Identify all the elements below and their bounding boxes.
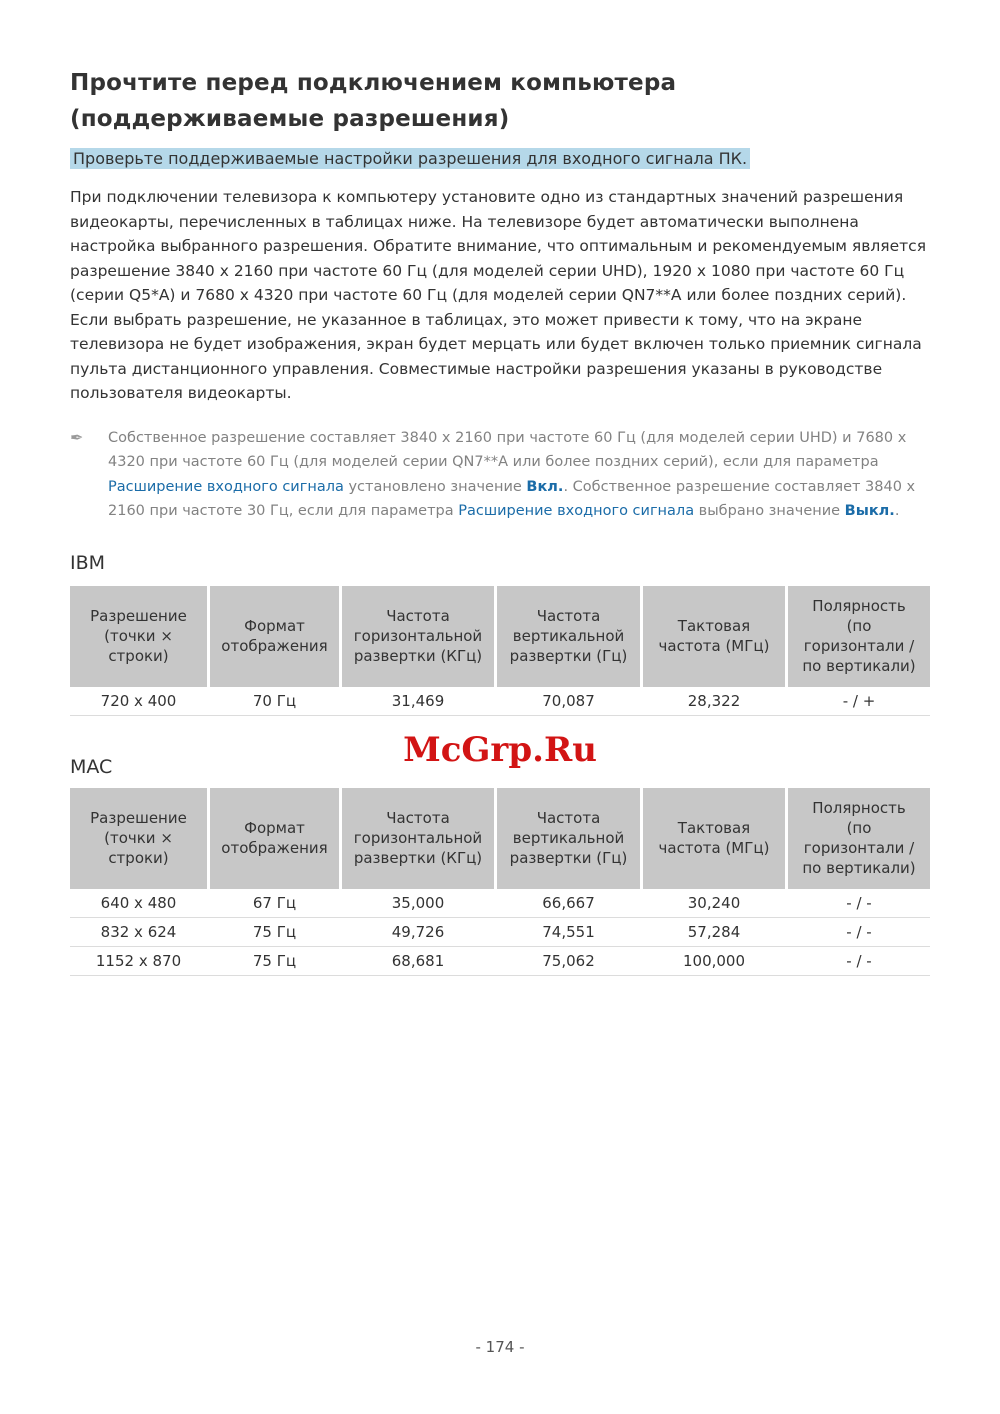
column-header: Частота горизонтальной развертки (КГц)	[342, 788, 497, 889]
table-row	[70, 687, 930, 716]
table-cell: 35,000	[391, 893, 445, 912]
table-cell: 720 x 400	[100, 691, 177, 710]
table-cell: 68,681	[391, 951, 445, 970]
table-cell: - / -	[846, 951, 872, 970]
table-cell: - / -	[846, 893, 872, 912]
column-header: Тактовая частота (МГц)	[643, 788, 788, 889]
table-cell: 57,284	[687, 922, 741, 941]
section-heading-ibm: IBM	[70, 551, 106, 574]
column-header: Частота вертикальной развертки (Гц)	[497, 586, 643, 687]
table-cell: 75 Гц	[252, 951, 297, 970]
note-segment: Собственное разрешение составляет 3840 х 2160 при частоте 60 Гц (для моделей серии UHD) и 7680 х 4320 при частоте 60 Гц (для моделей серии QN7**A или более поздних серий), если для параметра	[108, 429, 907, 471]
table-cell: 28,322	[687, 691, 741, 710]
column-header: Полярность (по горизонтали / по вертикали)	[788, 788, 930, 889]
pen-icon: ✒	[70, 427, 84, 447]
highlight-line	[70, 147, 930, 171]
on-value-link[interactable]: Вкл.	[526, 478, 564, 495]
table-cell: 75 Гц	[252, 922, 297, 941]
table-cell: 75,062	[542, 951, 595, 970]
ibm-resolution-table	[70, 586, 930, 716]
table-row	[70, 947, 930, 976]
note-text	[108, 426, 930, 524]
column-header: Тактовая частота (МГц)	[643, 586, 788, 687]
table-cell: 67 Гц	[252, 893, 297, 912]
mac-resolution-table	[70, 788, 930, 976]
highlighted-subtitle: Проверьте поддерживаемые настройки разрешения для входного сигнала ПК.	[70, 148, 750, 169]
table-cell: 70 Гц	[252, 691, 297, 710]
note-segment: .	[894, 503, 900, 520]
table-row	[70, 918, 930, 947]
note-block	[70, 426, 930, 524]
column-header: Частота горизонтальной развертки (КГц)	[342, 586, 497, 687]
table-header-row	[70, 586, 930, 687]
column-header: Формат отображения	[210, 788, 342, 889]
table-cell: 66,667	[542, 893, 595, 912]
table-header-row	[70, 788, 930, 889]
section-heading-mac: MAC	[70, 755, 113, 778]
table-cell: - / +	[842, 691, 876, 710]
table-cell: 100,000	[682, 951, 746, 970]
note-segment: установлено значение	[343, 478, 527, 495]
input-signal-plus-link[interactable]: Расширение входного сигнала	[108, 478, 344, 495]
table-cell: 30,240	[687, 893, 741, 912]
column-header: Полярность (по горизонтали / по вертикали)	[788, 586, 930, 687]
column-header: Разрешение (точки × строки)	[70, 586, 210, 687]
page-title: Прочтите перед подключением компьютера (поддерживаемые разрешения)	[70, 70, 677, 132]
table-cell: 70,087	[542, 691, 595, 710]
note-segment: выбрано значение	[694, 503, 845, 520]
input-signal-plus-link[interactable]: Расширение входного сигнала	[458, 503, 695, 520]
table-cell: 74,551	[542, 922, 595, 941]
watermark-text: McGrp.Ru	[403, 729, 597, 770]
table-cell: 31,469	[391, 691, 445, 710]
table-cell: 832 x 624	[100, 922, 177, 941]
body-paragraph: При подключении телевизора к компьютеру установите одно из стандартных значений разрешения видеокарты, перечисленных в таблицах ниже. На телевизоре будет автоматически выполнена настройка выбранного разрешения. Обратите внимание, что оптимальным и рекомендуемым является разрешение 3840 х 2160 при частоте 60 Гц (для моделей серии UHD), 1920 х 1080 при частоте 60 Гц (серии Q5*A) и 7680 х 4320 при частоте 60 Гц (для моделей серии QN7**A или более поздних серий). Если выбрать разрешение, не указанное в таблицах, это может привести к тому, что на экране телевизора не будет изображения, экран будет мерцать или будет включен только приемник сигнала пульта дистанционного управления. Совместимые настройки разрешения указаны в руководстве пользователя видеокарты.	[70, 188, 927, 403]
table-row	[70, 889, 930, 918]
mac-heading-row	[70, 728, 930, 788]
off-value-link[interactable]: Выкл.	[844, 503, 895, 520]
column-header: Частота вертикальной развертки (Гц)	[497, 788, 643, 889]
table-cell: 49,726	[391, 922, 445, 941]
note-segment: . Собственное разрешение составляет 3840 х 2160 при частоте 30 Гц, если для параметра	[108, 478, 916, 520]
column-header: Формат отображения	[210, 586, 342, 687]
page-number: - 174 -	[475, 1338, 525, 1356]
table-cell: 1152 x 870	[95, 951, 182, 970]
table-cell: 640 x 480	[100, 893, 177, 912]
column-header: Разрешение (точки × строки)	[70, 788, 210, 889]
table-cell: - / -	[846, 922, 872, 941]
